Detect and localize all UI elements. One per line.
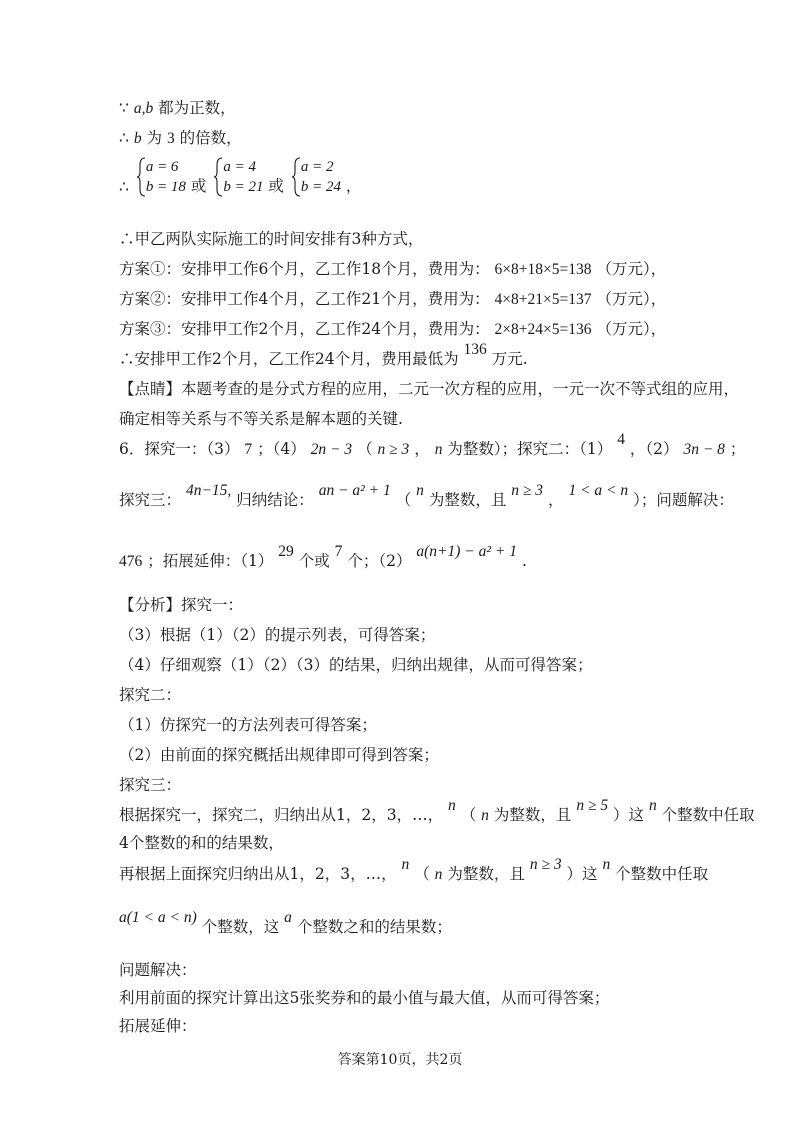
line-plan-3: 方案③：安排甲工作2个月，乙工作24个月，费用为： 2×8+24×5=136 （万元），	[119, 320, 667, 338]
analysis-line: （1）仿探究一的方法列表可得答案；	[119, 716, 377, 734]
brace-icon	[291, 157, 301, 197]
system-2: a = 4 b = 21	[213, 157, 263, 197]
dianjing-line-1: 【点睛】本题考查的是分式方程的应用，二元一次方程的应用，一元一次不等式组的应用，	[119, 380, 740, 398]
analysis-line: 问题解决：	[119, 961, 197, 979]
page-footer: 答案第10页，共2页	[337, 1052, 463, 1068]
analysis-line: 再根据上面探究归纳出从1，2，3，…， n （ n 为整数，且 n ≥ 3 ）这 n 个整数中任取	[119, 856, 709, 883]
system-3: a = 2 b = 24	[291, 157, 341, 197]
analysis-line: （2）由前面的探究概括出规律即可得到答案；	[119, 746, 439, 764]
dianjing-line-2: 确定相等关系与不等关系是解本题的关键.	[119, 410, 403, 428]
line-plan-2: 方案②：安排甲工作4个月，乙工作21个月，费用为： 4×8+21×5=137 （万元），	[119, 290, 667, 308]
line-ab-positive: ∵ a,b 都为正数，	[119, 99, 236, 117]
line-three-ways: ∴甲乙两队实际施工的时间安排有3种方式，	[119, 230, 424, 248]
analysis-line: 4个整数的和的结果数，	[119, 834, 284, 852]
q6-answer-line-1: 6．探究一：（3） 7 ；（4） 2n − 3 （ n ≥ 3 ， n 为整数）；探究二：（1） 4 ，（2） 3n − 8 ；	[119, 431, 746, 458]
line-b-multiple: ∴ b 为 3 的倍数，	[119, 129, 242, 147]
analysis-line: 利用前面的探究计算出这5张奖券和的最小值与最大值，从而可得答案；	[119, 989, 610, 1007]
analysis-line: 拓展延伸：	[119, 1017, 197, 1035]
analysis-line: 探究三：	[119, 776, 182, 794]
analysis-line: a(1 < a < n) 个整数，这 a 个整数之和的结果数；	[119, 909, 452, 936]
line-plan-1: 方案①：安排甲工作6个月，乙工作18个月，费用为： 6×8+18×5=138 （万元），	[119, 260, 667, 278]
math-ab: a,b	[133, 100, 154, 117]
q6-answer-line-3: 476 ；拓展延伸：（1） 29 个或 7 个；（2） a(n+1) − a² + 1 .	[119, 543, 527, 570]
system-1: a = 6 b = 18	[136, 157, 186, 197]
analysis-line: （4）仔细观察（1）（2）（3）的结果，归纳出规律，从而可得答案；	[119, 656, 593, 674]
brace-icon	[136, 157, 146, 197]
q6-answer-line-2: 探究三： 4n−15, 归纳结论： an − a² + 1 （ n 为整数，且 n ≥ 3 ， 1 < a < n ）；问题解决：	[119, 482, 734, 509]
line-solution-systems: ∴ a = 6 b = 18 或 a = 4 b = 21 或 a = 2 b = 24 ，	[119, 159, 362, 196]
analysis-line: 根据探究一，探究二，归纳出从1，2，3，…， n （ n 为整数，且 n ≥ 5 ）这 n 个整数中任取	[119, 797, 755, 824]
analysis-heading: 【分析】探究一：	[119, 596, 244, 614]
analysis-line: 探究二：	[119, 686, 182, 704]
brace-icon	[213, 157, 223, 197]
analysis-line: （3）根据（1）（2）的提示列表，可得答案；	[119, 626, 436, 644]
line-lowest-cost: ∴安排甲工作2个月，乙工作24个月，费用最低为 136 万元.	[119, 341, 528, 368]
